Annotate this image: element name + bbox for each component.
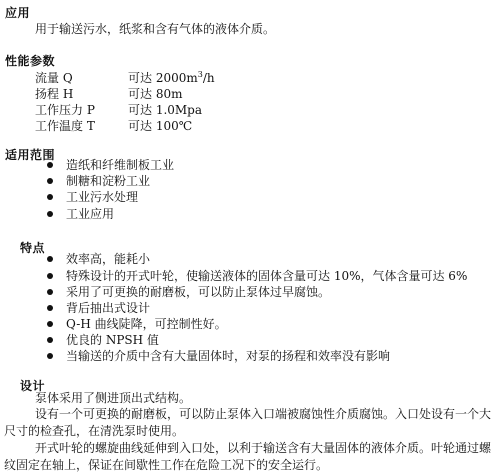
feature-item: 当输送的介质中含有大量固体时，对泵的扬程和效率没有影响 [66,349,391,363]
param-head-value: 可达 80m [128,87,183,101]
bullet-icon [47,337,53,343]
bullet-icon [47,211,53,217]
design-line: 尺寸的检查孔，在清洗泵时使用。 [4,424,185,438]
feature-item: 特殊设计的开式叶轮，使输送液体的固体含量可达 10%，气体含量可达 6% [66,269,468,283]
scope-item: 工业污水处理 [66,190,139,204]
scope-heading: 适用范围 [5,148,56,162]
bullet-icon [47,256,53,262]
param-flow-label: 流量 Q [35,71,73,85]
bullet-icon [47,194,53,200]
scope-item: 制糖和淀粉工业 [66,174,151,188]
design-line: 纹固定在轴上，保证在间歇性工作在危险工况下的安全运行。 [4,458,329,472]
bullet-icon [47,321,53,327]
bullet-icon [47,178,53,184]
param-temperature-label: 工作温度 T [35,119,95,133]
feature-item: Q-H 曲线陡降，可控制性好。 [66,317,227,331]
bullet-icon [47,289,53,295]
feature-item: 效率高，能耗小 [66,252,151,266]
bullet-icon [47,162,53,168]
param-pressure-value: 可达 1.0Mpa [128,103,203,117]
scope-item: 工业应用 [66,207,115,221]
design-line: 泵体采用了侧进顶出式结构。 [35,391,192,405]
design-line: 设有一个可更换的耐磨板，可以防止泵体入口端被腐蚀性介质腐蚀。入口处设有一个大 [35,407,492,421]
design-line: 开式叶轮的螺旋曲线延伸到入口处，以利于输送含有大量固体的液体介质。叶轮通过螺 [35,441,492,455]
design-heading: 设计 [20,379,46,393]
param-temperature-value: 可达 100℃ [128,119,193,133]
param-pressure-label: 工作压力 P [35,103,95,117]
application-heading: 应用 [5,6,31,20]
application-text: 用于输送污水，纸浆和含有气体的液体介质。 [35,22,276,36]
feature-item: 采用了可更换的耐磨板，可以防止泵体过早腐蚀。 [66,285,331,299]
feature-item: 背后抽出式设计 [66,301,151,315]
bullet-icon [47,353,53,359]
features-heading: 特点 [20,241,46,255]
param-flow-value: 可达 $2000m^3/h$ [128,70,215,85]
param-head-label: 扬程 H [35,87,74,101]
bullet-icon [47,305,53,311]
scope-item: 造纸和纤维制板工业 [66,158,175,172]
feature-item: 优良的 NPSH 值 [66,333,159,347]
bullet-icon [47,273,53,279]
performance-heading: 性能参数 [5,54,56,68]
